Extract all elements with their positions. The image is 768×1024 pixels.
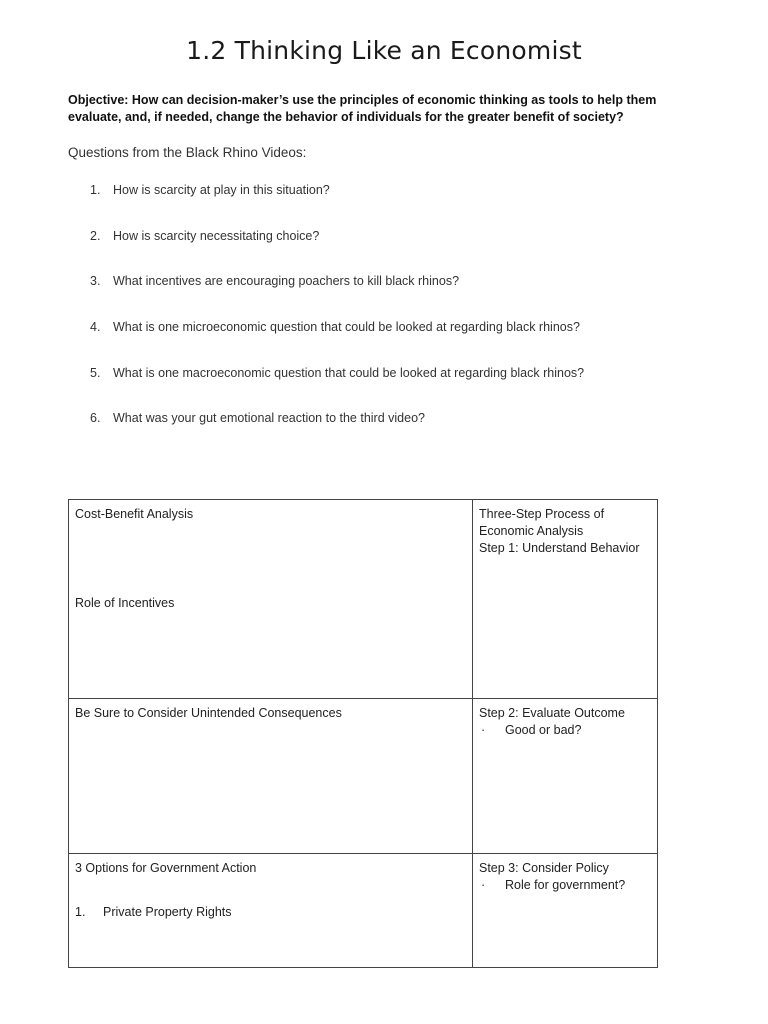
cost-benefit-cell: [69, 500, 473, 699]
government-action-label: 3 Options for Government Action: [75, 861, 257, 875]
unintended-consequences-cell: [69, 699, 473, 854]
question-number: 5.: [90, 366, 101, 380]
step3-bullet-item: [479, 877, 651, 894]
question-number: 1.: [90, 183, 101, 197]
question-text: What is one microeconomic question that could be looked at regarding black rhinos?: [113, 320, 580, 334]
question-number: 3.: [90, 274, 101, 288]
step2-bullet-item: [479, 722, 651, 739]
step1-label: Step 1: Understand Behavior: [479, 541, 640, 555]
government-option-number: 1.: [75, 905, 86, 919]
step3-cell: [473, 854, 658, 968]
question-text: What was your gut emotional reaction to the third video?: [113, 411, 425, 425]
question-number: 6.: [90, 411, 101, 425]
table-row: [69, 500, 658, 699]
table-row: [69, 854, 658, 968]
questions-heading: Questions from the Black Rhino Videos:: [68, 145, 307, 160]
question-item: [90, 229, 710, 243]
objective-text: Objective: How can decision-maker’s use the principles of economic thinking as tools to help them evaluate, and, if needed, change the behavior of individuals for the greater benefit of society?: [68, 93, 657, 124]
unintended-consequences-label: Be Sure to Consider Unintended Consequences: [75, 706, 342, 720]
step3-label: Step 3: Consider Policy: [479, 861, 609, 875]
question-text: How is scarcity at play in this situation?: [113, 183, 330, 197]
three-step-label-line2: Economic Analysis: [479, 524, 584, 538]
question-number: 4.: [90, 320, 101, 334]
question-number: 2.: [90, 229, 101, 243]
government-action-cell: [69, 854, 473, 968]
step2-cell: [473, 699, 658, 854]
cost-benefit-label: Cost-Benefit Analysis: [75, 507, 194, 521]
analysis-table: [68, 499, 658, 968]
question-text: What incentives are encouraging poachers to kill black rhinos?: [113, 274, 460, 288]
step3-bullet-text: Role for government?: [505, 878, 626, 892]
page-title: 1.2 Thinking Like an Economist: [186, 36, 582, 65]
three-step-label-line1: Three-Step Process of: [479, 507, 605, 521]
step1-cell: [473, 500, 658, 699]
step2-bullet-text: Good or bad?: [505, 723, 582, 737]
role-of-incentives-label: Role of Incentives: [75, 596, 175, 610]
government-option-item: [75, 904, 466, 921]
question-item: [90, 366, 710, 380]
question-text: What is one macroeconomic question that could be looked at regarding black rhinos?: [113, 366, 585, 380]
question-item: [90, 183, 710, 197]
bullet-icon: ·: [481, 878, 486, 892]
question-text: How is scarcity necessitating choice?: [113, 229, 320, 243]
bullet-icon: ·: [481, 723, 486, 737]
step2-label: Step 2: Evaluate Outcome: [479, 706, 625, 720]
government-option-text: Private Property Rights: [103, 905, 232, 919]
question-item: [90, 274, 710, 288]
question-item: [90, 411, 710, 425]
question-item: [90, 320, 710, 334]
table-row: [69, 699, 658, 854]
